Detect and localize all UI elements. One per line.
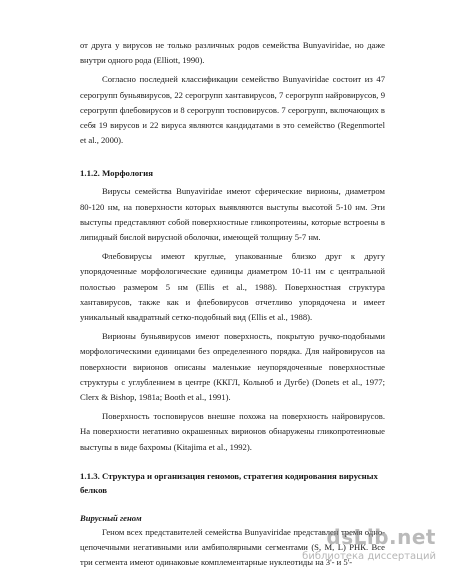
paragraph-virions: Вирусы семейства Bunyaviridae имеют сферические вирионы, диаметром 80-120 нм, на поверхности которых выявляются выступы высотой 5-10 нм. Эти выступы представляют собой поверхностные гликопротеины, которые встроены в липидный бислой вирусной оболочки, имеющей толщину 5-7 нм.: [80, 186, 385, 243]
paragraph-genome: Геном всех представителей семейства Bunyaviridae представлен тремя одно-цепочечными негативными или амбиполярными сегментами (S, M, L) РНК. Все три сегмента имеют одинаковые комплементарные нуклеотиды на 3'- и 5'-: [80, 526, 385, 568]
watermark: [266, 525, 436, 571]
paragraph-classification: Согласно последней классификации семейство Bunyaviridae состоит из 47 серогрупп буньявирусов, 22 серогрупп хантавирусов, 7 серогрупп найровирусов, 9 серогрупп флебовирусов и 8 серогрупп тосповирусов. 7 серогрупп, включающих в себя 19 вирусов и 22 вируса являются кандидатами в это семейство (Regenmortel et al., 2000).: [80, 74, 385, 146]
subsection-heading-viral-genome: Вирусный геном: [80, 512, 142, 523]
document-body: [80, 38, 385, 570]
section-heading-morphology: 1.1.2. Морфология: [80, 168, 153, 179]
watermark-subtitle: библиотека диссертаций: [302, 551, 436, 562]
paragraph-phleboviruses: Флебовирусы имеют круглые, упакованные близко друг к другу упорядоченные морфологические единицы диаметром 10-11 нм с центральной полостью размером 5 нм (Ellis et al., 1988). Поверхностная структура хантавирусов, также как и флебовирусов отчетливо упорядочена и имеет уникальный квадратный сетко-подобный вид (Ellis et al., 1988).: [80, 251, 385, 323]
watermark-logo: dsLib.net: [326, 525, 436, 549]
section-heading-genome: 1.1.3. Структура и организация геномов, стратегия кодирования вирусных белков: [80, 470, 378, 495]
paragraph-bunyaviruses: Вирионы буньявирусов имеют поверхность, покрытую ручко-подобными морфологическими единицами без определенного порядка. Для найровирусов на поверхности вирионов описаны маленькие неупорядоченные поверхностные структуры с углублением в центре (ККГЛ, Колыюб и Дугбе) (Donets et al., 1977; Clerx & Bishop, 1981a; Booth et al., 1991).: [80, 331, 385, 403]
paragraph-tospoviruses: Поверхность тосповирусов внешне похожа на поверхность найровирусов. На поверхности негативно окрашенных вирионов обнаружены гликопротеиновые выступы в виде бахромы (Kitajima et al., 1992).: [80, 411, 385, 452]
paragraph-continuation: от друга у вирусов не только различных родов семейства Bunyaviridae, но даже внутри одного рода (Elliott, 1990).: [80, 40, 385, 66]
